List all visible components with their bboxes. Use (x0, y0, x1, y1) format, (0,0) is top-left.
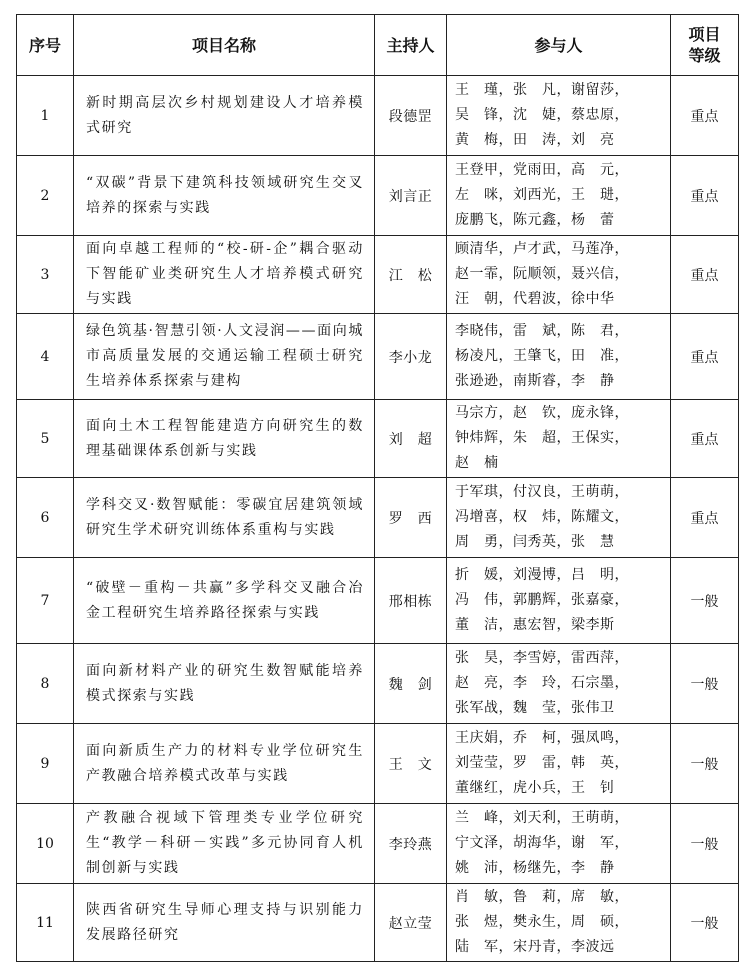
project-name: 面向新材料产业的研究生数智赋能培养模式探索与实践 (74, 644, 375, 724)
member-line: 折 媛，刘漫博，吕 明， (455, 567, 629, 583)
member-line: 王庆娟，乔 柯，强凤鸣， (455, 730, 629, 746)
member-line: 兰 峰，刘天利，王萌萌， (455, 810, 629, 826)
project-members (447, 314, 671, 400)
project-level: 重点 (671, 400, 739, 478)
project-members (447, 400, 671, 478)
member-line: 钟炜辉，朱 超，王保实， (455, 430, 629, 446)
member-line: 赵 楠 (455, 455, 499, 471)
member-line: 顾清华，卢才武，马莲净， (455, 241, 629, 257)
project-host: 王 文 (375, 724, 447, 804)
project-host: 李玲燕 (375, 804, 447, 884)
project-host: 段德罡 (375, 76, 447, 156)
table-row (17, 400, 739, 478)
project-level: 重点 (671, 314, 739, 400)
member-line: 董 洁，惠宏智，梁李斯 (455, 617, 615, 633)
member-line: 杨凌凡，王肇飞，田 准， (455, 348, 629, 364)
member-line: 于军琪，付汉良，王萌萌， (455, 484, 629, 500)
project-members (447, 804, 671, 884)
project-members (447, 884, 671, 962)
header-host: 主持人 (375, 15, 447, 76)
project-name: 面向卓越工程师的“校-研-企”耦合驱动下智能矿业类研究生人才培养模式研究与实践 (74, 236, 375, 314)
project-name: 新时期高层次乡村规划建设人才培养模式研究 (74, 76, 375, 156)
header-row (17, 15, 739, 76)
project-level: 重点 (671, 76, 739, 156)
project-level: 一般 (671, 644, 739, 724)
member-line: 王登甲，党雨田，高 元， (455, 162, 629, 178)
member-line: 宁文泽，胡海华，谢 军， (455, 835, 629, 851)
member-line: 赵 亮，李 玲，石宗墨， (455, 675, 629, 691)
project-members (447, 156, 671, 236)
member-line: 庞鹏飞，陈元鑫，杨 蕾 (455, 212, 615, 228)
row-seq: 9 (17, 724, 74, 804)
member-line: 吴 锋，沈 婕，蔡忠原， (455, 107, 629, 123)
member-line: 马宗方，赵 钦，庞永锋， (455, 405, 629, 421)
project-level: 重点 (671, 478, 739, 558)
member-line: 赵一霏，阮顺领，聂兴信， (455, 266, 629, 282)
table-row (17, 644, 739, 724)
table-row (17, 558, 739, 644)
member-line: 刘莹莹，罗 雷，韩 英， (455, 755, 629, 771)
member-line: 王 瑾，张 凡，谢留莎， (455, 82, 629, 98)
row-seq: 5 (17, 400, 74, 478)
member-line: 李晓伟，雷 斌，陈 君， (455, 323, 629, 339)
project-members (447, 558, 671, 644)
row-seq: 3 (17, 236, 74, 314)
project-name: 面向新质生产力的材料专业学位研究生产教融合培养模式改革与实践 (74, 724, 375, 804)
project-members (447, 76, 671, 156)
project-level: 一般 (671, 804, 739, 884)
project-name: 学科交叉·数智赋能：零碳宜居建筑领域研究生学术研究训练体系重构与实践 (74, 478, 375, 558)
row-seq: 11 (17, 884, 74, 962)
row-seq: 1 (17, 76, 74, 156)
project-host: 赵立莹 (375, 884, 447, 962)
header-members: 参与人 (447, 15, 671, 76)
project-members (447, 478, 671, 558)
projects-table (16, 14, 739, 962)
member-line: 姚 沛，杨继先，李 静 (455, 860, 615, 876)
header-level-line2: 等级 (688, 46, 721, 65)
row-seq: 4 (17, 314, 74, 400)
header-level-line1: 项目 (688, 25, 721, 44)
header-name: 项目名称 (74, 15, 375, 76)
table-row (17, 156, 739, 236)
member-line: 黄 梅，田 涛，刘 亮 (455, 132, 615, 148)
row-seq: 6 (17, 478, 74, 558)
project-level: 一般 (671, 724, 739, 804)
project-host: 邢相栋 (375, 558, 447, 644)
header-level (671, 15, 739, 76)
table-row (17, 884, 739, 962)
project-host: 刘 超 (375, 400, 447, 478)
member-line: 张逊逊，南斯睿，李 静 (455, 373, 615, 389)
project-name: 陕西省研究生导师心理支持与识别能力发展路径研究 (74, 884, 375, 962)
project-members (447, 724, 671, 804)
project-level: 重点 (671, 236, 739, 314)
table-row (17, 76, 739, 156)
project-host: 江 松 (375, 236, 447, 314)
project-level: 重点 (671, 156, 739, 236)
project-host: 罗 西 (375, 478, 447, 558)
project-name: 面向土木工程智能建造方向研究生的数理基础课体系创新与实践 (74, 400, 375, 478)
member-line: 张军战，魏 莹，张伟卫 (455, 700, 615, 716)
member-line: 肖 敏，鲁 莉，席 敏， (455, 889, 629, 905)
table-row (17, 804, 739, 884)
table-row (17, 478, 739, 558)
member-line: 陆 军，宋丹青，李波远 (455, 939, 615, 955)
project-host: 李小龙 (375, 314, 447, 400)
member-line: 冯增喜，权 炜，陈耀文， (455, 509, 629, 525)
project-level: 一般 (671, 558, 739, 644)
project-members (447, 236, 671, 314)
table-row (17, 236, 739, 314)
project-name: “破壁－重构－共赢”多学科交叉融合冶金工程研究生培养路径探索与实践 (74, 558, 375, 644)
member-line: 冯 伟，郭鹏辉，张嘉豪， (455, 592, 629, 608)
project-host: 魏 剑 (375, 644, 447, 724)
project-host: 刘言正 (375, 156, 447, 236)
row-seq: 7 (17, 558, 74, 644)
header-seq: 序号 (17, 15, 74, 76)
table-row (17, 724, 739, 804)
project-name: 产教融合视域下管理类专业学位研究生“教学－科研－实践”多元协同育人机制创新与实践 (74, 804, 375, 884)
member-line: 左 咪，刘西光，王 琎， (455, 187, 629, 203)
project-level: 一般 (671, 884, 739, 962)
member-line: 张 昊，李雪婷，雷西萍， (455, 650, 629, 666)
row-seq: 10 (17, 804, 74, 884)
member-line: 张 煜，樊永生，周 硕， (455, 914, 629, 930)
project-name: “双碳”背景下建筑科技领域研究生交叉培养的探索与实践 (74, 156, 375, 236)
member-line: 董继红，虎小兵，王 钊 (455, 780, 615, 796)
member-line: 汪 朝，代碧波，徐中华 (455, 291, 615, 307)
project-name: 绿色筑基·智慧引领·人文浸润——面向城市高质量发展的交通运输工程硕士研究生培养体系探索与建构 (74, 314, 375, 400)
row-seq: 2 (17, 156, 74, 236)
member-line: 周 勇，闫秀英，张 慧 (455, 534, 615, 550)
row-seq: 8 (17, 644, 74, 724)
table-row (17, 314, 739, 400)
project-members (447, 644, 671, 724)
